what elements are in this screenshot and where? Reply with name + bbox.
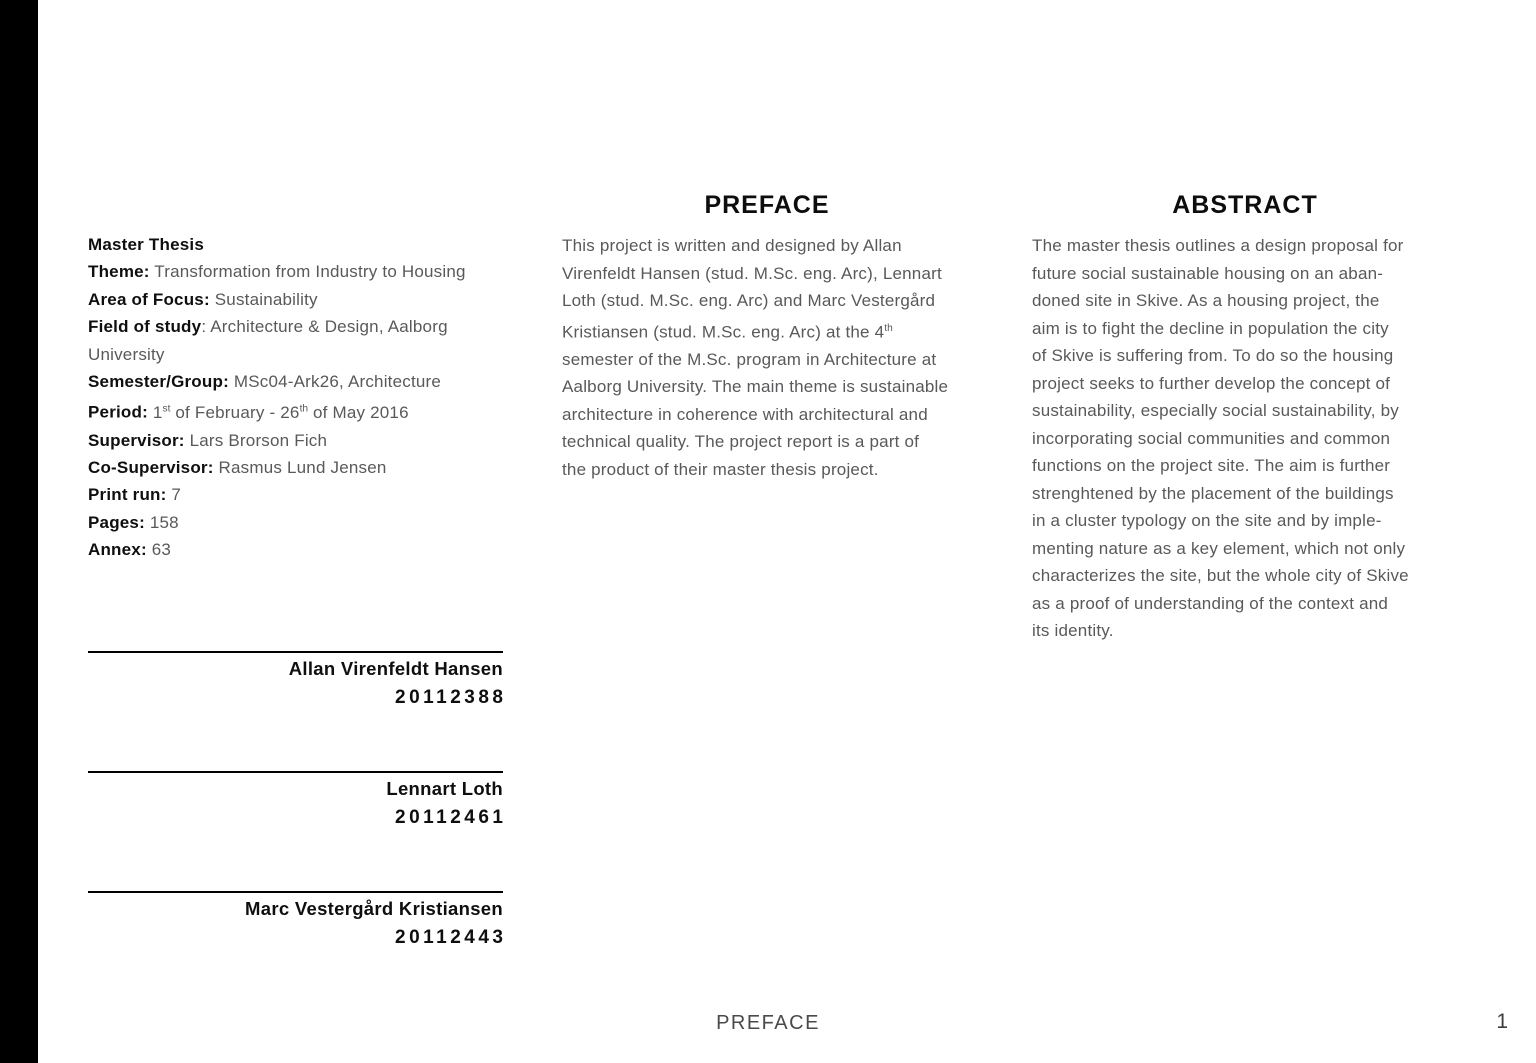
info-value: : Architecture & Design, Aalborg [201,317,448,337]
preface-section [562,190,972,483]
info-row-pages [88,509,512,536]
info-value: 7 [166,485,182,505]
info-row-co-supervisor [88,454,512,481]
info-value: University [88,344,165,364]
info-value: 158 [144,512,179,532]
info-label: Supervisor: [88,430,185,450]
signature-student-id: 20112461 [395,807,507,828]
info-value: 63 [146,540,172,560]
footer-page-number: 1 [1496,1010,1508,1033]
signature-student-id: 20112388 [395,687,507,708]
info-label: Annex: [88,540,147,560]
preface-paragraph: This project is written and designed by Allan Virenfeldt Hansen (stud. M.Sc. eng. Arc), Lennart Loth (stud. M.Sc. eng. Arc) and Marc Vestergård Kristiansen (stud. M.Sc. eng. Arc) at the 4th semester of the M.Sc. program in Architecture at Aalborg University. The main theme is sustainable architecture in coherence with architectural and technical quality. The project report is a part of the product of their master thesis project. [562,236,949,479]
signature-block-3 [88,891,507,953]
signature-block-2 [88,771,507,833]
signature-name: Allan Virenfeldt Hansen [288,658,503,679]
info-value: Lars Brorson Fich [184,430,328,450]
info-value: MSc04-Ark26, Architecture [228,372,442,392]
info-row-annex [88,536,512,563]
info-row-print-run [88,481,512,508]
info-row-title [88,231,512,258]
page-edge-bar [0,0,38,1063]
info-label: Field of study [88,317,202,337]
info-label: Print run: [88,485,167,505]
info-row-semester-group [88,368,512,395]
info-label: Pages: [88,512,145,532]
info-value: Sustainability [209,289,318,309]
info-value: Rasmus Lund Jensen [213,457,387,477]
info-row-field-of-study-cont [88,341,512,368]
info-row-theme [88,258,512,285]
signature-name: Marc Vestergård Kristiansen [245,898,503,919]
info-label: Semester/Group: [88,372,229,392]
info-label: Theme: [88,262,150,282]
info-row-field-of-study [88,313,512,340]
info-label: Period: [88,403,148,423]
info-label: Area of Focus: [88,289,210,309]
abstract-heading: ABSTRACT [1172,191,1318,219]
abstract-paragraph: The master thesis outlines a design proposal for future social sustainable housing on an aban- doned site in Skive. As a housing project, the aim is to fight the decline in population the city of Skive is suffering from. To do so the housing project seeks to further develop the concept of sustainability, especially social sustainability, by incorporating social communities and common functions on the project site. The aim is further strenghtened by the placement of the buildings in a cluster typology on the site and by imple- menting nature as a key element, which not only characterizes the site, but the whole city of Skive as a proof of understanding of the context and its identity. [1032,236,1409,640]
signature-name: Lennart Loth [386,778,503,799]
thesis-info-panel [88,231,512,564]
signature-student-id: 20112443 [395,927,507,948]
preface-heading: PREFACE [704,191,830,219]
info-value: Transformation from Industry to Housing [149,262,466,282]
info-row-supervisor [88,427,512,454]
abstract-section [1032,190,1458,645]
signature-block-1 [88,651,507,713]
footer-section-label: PREFACE [716,1012,820,1034]
info-label: Master Thesis [88,235,204,254]
info-value: 1st of February - 26th of May 2016 [147,403,409,423]
info-row-period [88,395,512,426]
info-label: Co-Supervisor: [88,457,214,477]
info-row-area-of-focus [88,286,512,313]
